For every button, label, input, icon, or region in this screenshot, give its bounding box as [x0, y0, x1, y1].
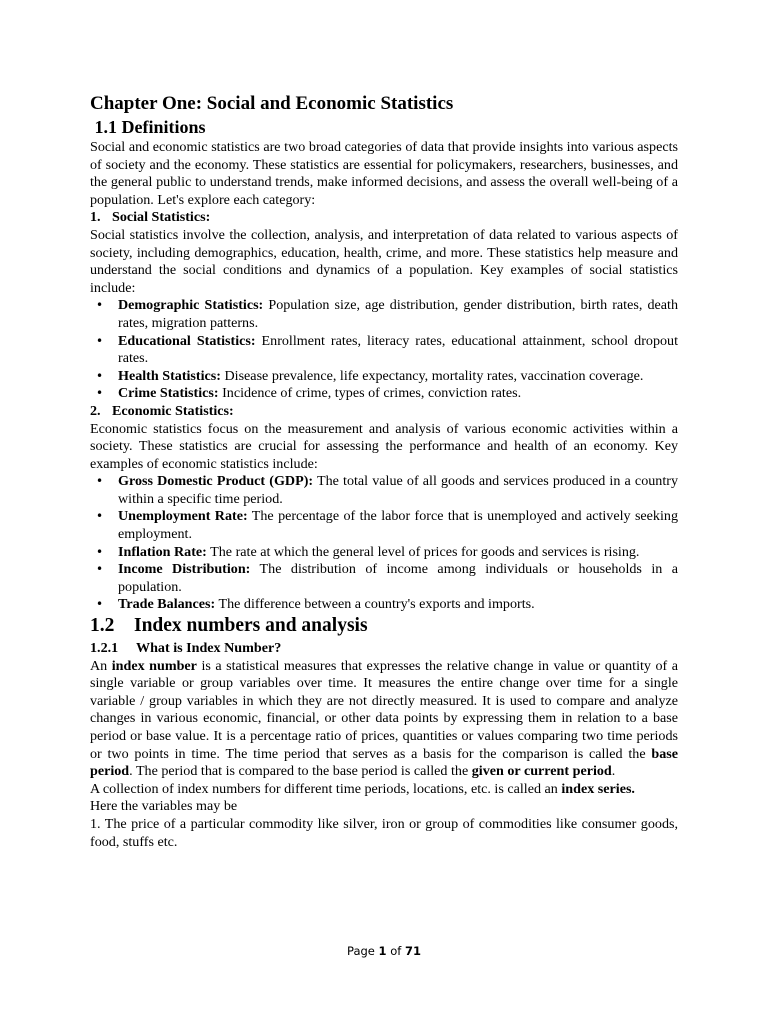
current-page-number: 1: [378, 944, 387, 958]
economic-statistics-paragraph: Economic statistics focus on the measurement and analysis of various economic activities within a society. These statistics are crucial for assessing the performance and health of an economy. Key examples of economic statistics include:: [90, 420, 678, 472]
footer-of: of: [386, 944, 405, 958]
text-run: . The period that is compared to the base period is called the: [129, 763, 472, 780]
list-item: [90, 333, 678, 368]
intro-paragraph: Social and economic statistics are two broad categories of data that provide insights into various aspects of society and the economy. These statistics are essential for policymakers, researchers, businesses, and the general public to understand trends, make informed decisions, and assess the overall well-being of a population. Let's explore each category:: [90, 139, 678, 208]
list-item: [90, 473, 678, 508]
text-run: .: [611, 763, 616, 780]
item-desc: Disease prevalence, life expectancy, mortality rates, vaccination coverage.: [220, 367, 644, 384]
term-index-number: index number: [111, 657, 197, 674]
economic-statistics-heading: [90, 403, 678, 421]
section-title-definitions: 1.1 Definitions: [90, 117, 206, 137]
section-number: 1.2: [90, 615, 115, 637]
item-desc: The rate at which the general level of prices for goods and services is rising.: [206, 543, 640, 560]
list-number: 2.: [90, 402, 101, 419]
text-run: An: [90, 657, 112, 674]
list-item: [90, 561, 678, 596]
item-term: Gross Domestic Product (GDP):: [118, 473, 314, 490]
document-page: [90, 92, 678, 851]
heading-text: Economic Statistics:: [112, 402, 234, 419]
item-term: Trade Balances:: [118, 596, 216, 613]
footer-prefix: Page: [347, 944, 379, 958]
list-item: [90, 385, 678, 403]
subsection-title: [90, 640, 678, 658]
item-term: Demographic Statistics:: [118, 297, 264, 314]
term-current-period: given or current period: [471, 763, 612, 780]
item-desc: The percentage of the labor force that is unemployed and actively seeking employment.: [118, 508, 678, 543]
subsection-number: 1.2.1: [90, 640, 119, 657]
section-title-text: Index numbers and analysis: [134, 615, 368, 637]
item-term: Unemployment Rate:: [118, 508, 248, 525]
item-desc: Population size, age distribution, gender distribution, birth rates, death rates, migration patterns.: [118, 297, 678, 331]
item-term: Income Distribution:: [118, 561, 251, 578]
index-series-paragraph: [90, 781, 678, 799]
list-item: [90, 368, 678, 386]
text-run: is a statistical measures that expresses the relative change in value or quantity of a single variable or group variables over time. It measures the entire change over time for a single variable / group variables in which they are not directly measured. It is used to compare and analyze changes in various economic, financial, or other data points by expressing them in relation to a base period or base value. It is a percentage ratio of prices, quantities or values comparing two time periods or two points in time. The time period that serves as a basis for the comparison is called the: [90, 657, 679, 762]
item-term: Crime Statistics:: [118, 385, 219, 402]
item-term: Inflation Rate:: [118, 543, 207, 560]
text-run: A collection of index numbers for different time periods, locations, etc. is called an: [90, 780, 562, 797]
social-statistics-list: [90, 297, 678, 403]
item-desc: Enrollment rates, literacy rates, educational attainment, school dropout rates.: [118, 332, 678, 367]
social-statistics-heading: [90, 209, 678, 227]
item-desc: The total value of all goods and services produced in a country within a specific time period.: [118, 473, 678, 507]
item-term: Health Statistics:: [118, 367, 221, 384]
variables-item-1: 1. The price of a particular commodity like silver, iron or group of commodities like consumer goods, food, stuffs etc.: [90, 815, 678, 850]
index-number-paragraph: [90, 658, 678, 781]
social-statistics-paragraph: Social statistics involve the collection, analysis, and interpretation of data related to various aspects of society, including demographics, education, health, crime, and more. These statistics help measure and understand the social conditions and dynamics of a population. Key examples of social statistics include:: [90, 226, 678, 296]
section-title-index-numbers: [90, 614, 678, 638]
list-item: [90, 297, 678, 332]
list-item: [90, 508, 678, 543]
item-desc: Incidence of crime, types of crimes, conviction rates.: [218, 385, 522, 402]
page-footer: [0, 944, 768, 958]
chapter-title: Chapter One: Social and Economic Statistics: [90, 93, 454, 114]
economic-statistics-list: [90, 473, 678, 614]
term-index-series: index series.: [561, 780, 635, 797]
item-desc: The distribution of income among individuals or households in a population.: [118, 561, 679, 595]
item-desc: The difference between a country's exports and imports.: [215, 596, 535, 613]
total-page-count: 71: [404, 944, 421, 958]
term-base-period: base period: [90, 745, 678, 780]
subsection-title-text: What is Index Number?: [136, 640, 282, 657]
list-item: [90, 544, 678, 562]
list-number: 1.: [90, 209, 101, 226]
item-term: Educational Statistics:: [118, 332, 256, 349]
heading-text: Social Statistics:: [112, 209, 211, 226]
variables-paragraph: Here the variables may be: [90, 798, 238, 815]
list-item: [90, 596, 678, 614]
